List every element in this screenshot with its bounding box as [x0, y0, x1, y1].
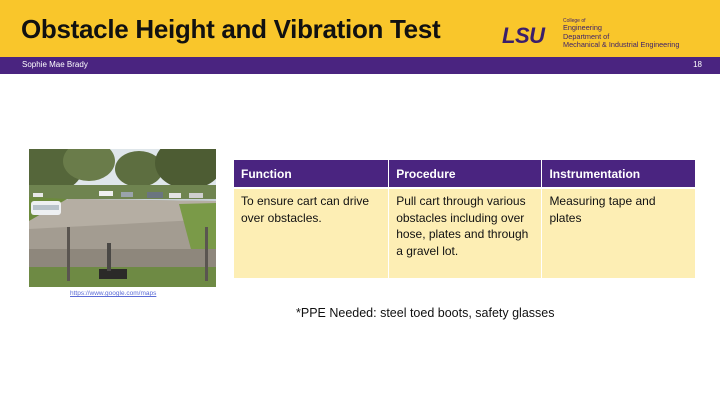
table-row — [234, 188, 695, 278]
cell-instrumentation: Measuring tape and plates — [542, 188, 695, 278]
page-number: 18 — [693, 60, 702, 69]
lsu-logo-mark: LSU — [502, 23, 545, 48]
gravel-lot-photo — [29, 149, 216, 287]
subheader-bar — [0, 57, 720, 74]
slide-title: Obstacle Height and Vibration Test — [21, 14, 441, 44]
header-procedure: Procedure — [389, 160, 542, 188]
logo-line-college: College of — [563, 18, 586, 24]
logo-line-department: Department of — [563, 31, 610, 41]
cell-procedure: Pull cart through various obstacles including over hose, plates and through a gravel lot. — [389, 188, 542, 278]
author-name: Sophie Mae Brady — [22, 60, 88, 69]
table-header-row — [234, 160, 695, 188]
logo-text — [563, 18, 720, 50]
gravel-lot-illustration — [29, 149, 216, 287]
title-bar — [0, 0, 720, 57]
ppe-note: *PPE Needed: steel toed boots, safety glasses — [296, 306, 555, 320]
logo-line-engineering: Engineering — [563, 23, 602, 32]
cell-function: To ensure cart can drive over obstacles. — [234, 188, 389, 278]
photo-source-link[interactable]: https://www.google.com/maps — [70, 290, 157, 297]
logo-line-mie: Mechanical & Industrial Engineering — [563, 40, 680, 50]
test-summary-table — [234, 160, 695, 278]
header-function: Function — [234, 160, 389, 188]
header-instrumentation: Instrumentation — [542, 160, 695, 188]
